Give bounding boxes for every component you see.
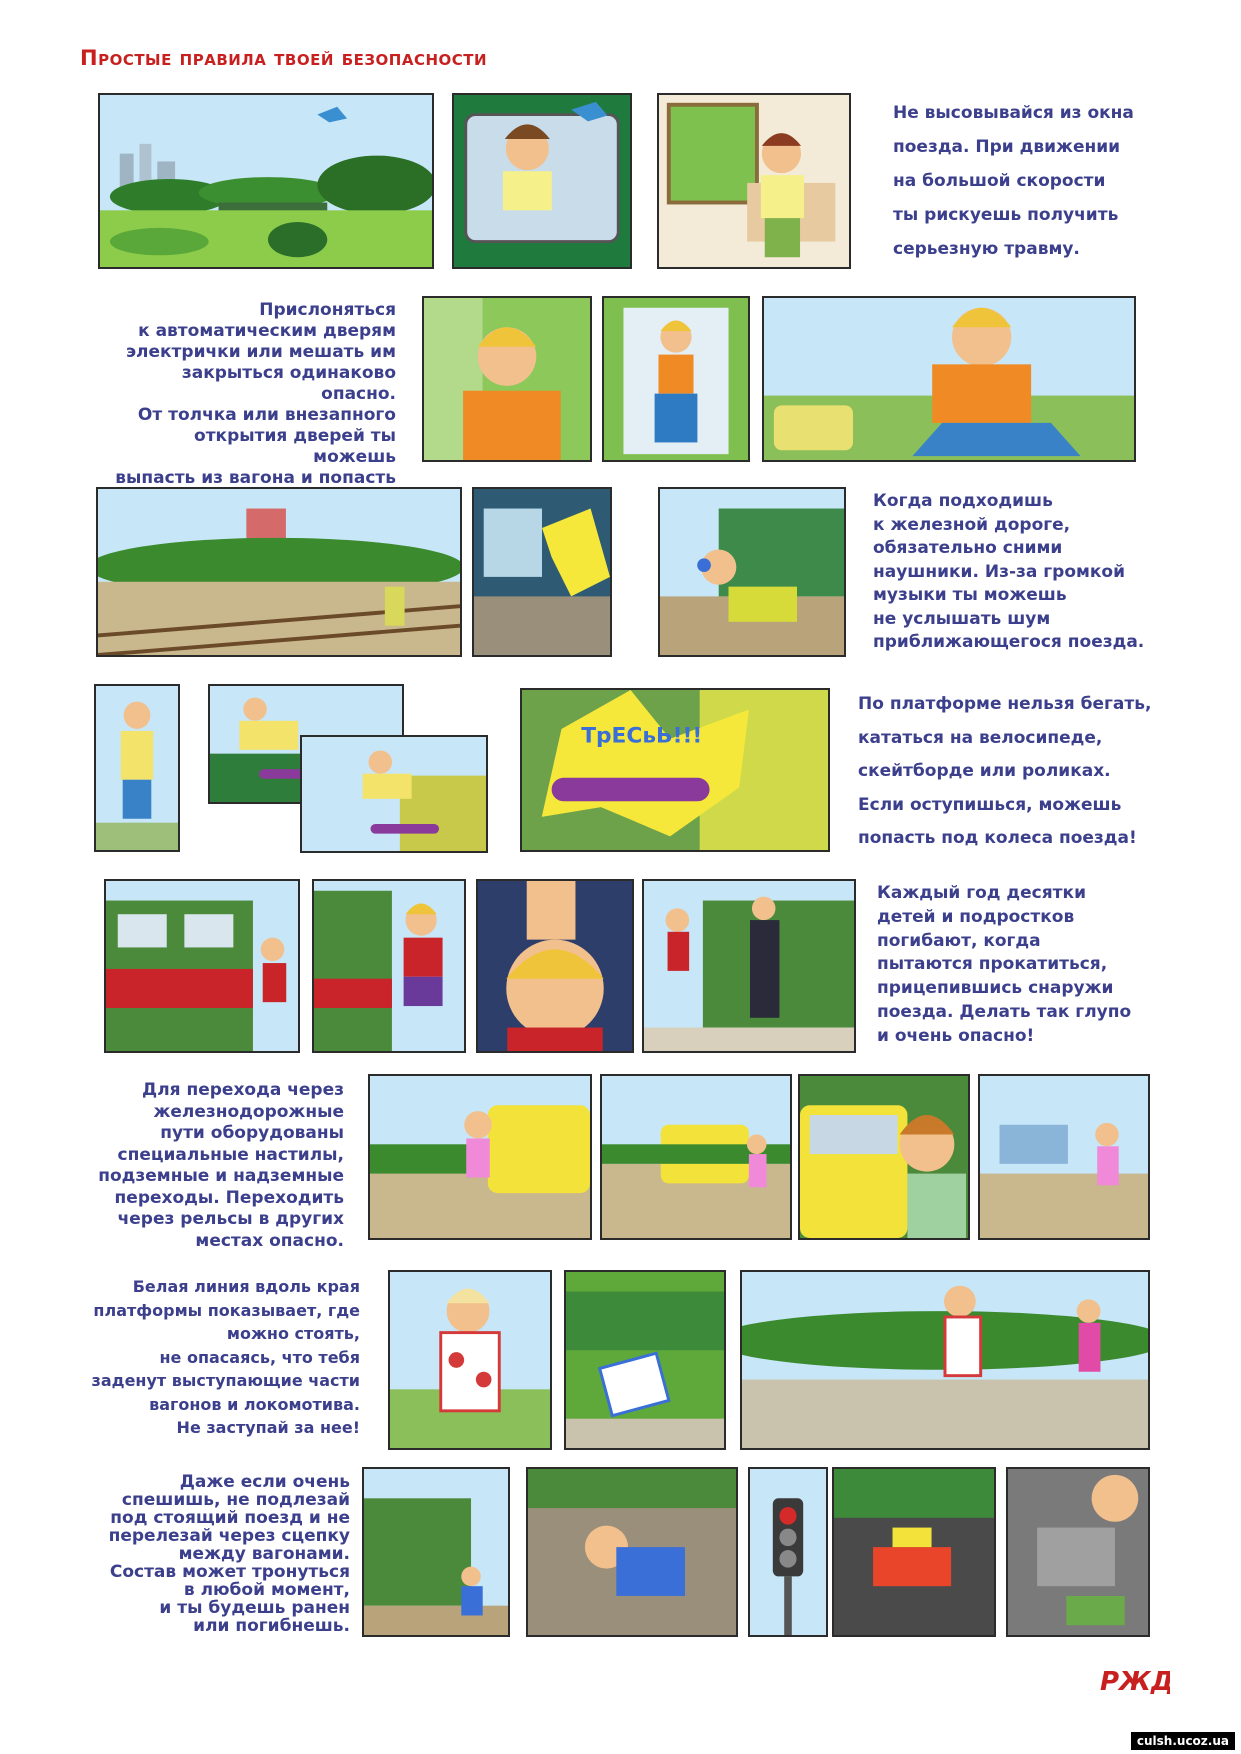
comic-panel-8d <box>832 1467 996 1637</box>
rule-3-text: Когда подходишь к железной дороге, обязательно сними наушники. Из-за громкой музыки ты можешь не услышать шум приближающегося поезда. <box>873 491 1145 652</box>
comic-panel-7b <box>564 1270 726 1450</box>
comic-panel-3b <box>472 487 612 657</box>
comic-panel-5d <box>642 879 856 1053</box>
comic-sound-text: ТрЕСьЬ!!! <box>581 723 703 749</box>
comic-panel-4d <box>520 688 830 852</box>
rule-1-text: Не высовывайся из окна поезда. При движении на большой скорости ты рискуешь получить серьезную травму. <box>893 103 1134 259</box>
comic-panel-8a <box>362 1467 510 1637</box>
train-icon <box>488 1105 590 1193</box>
comic-panel-6d <box>978 1074 1150 1240</box>
comic-panel-1c <box>657 93 851 269</box>
comic-panel-1b <box>452 93 632 269</box>
page-title: Простые правила твоей безопасности <box>80 46 488 70</box>
comic-panel-4c <box>300 735 488 853</box>
comic-panel-6a <box>368 1074 592 1240</box>
rule-8-text: Даже если очень спешишь, не подлезай под стоящий поезд и не перелезай через сцепку между вагонами. Состав может тронуться в любой момент, и ты будешь ранен или погибнешь. <box>108 1472 350 1636</box>
comic-panel-8e <box>1006 1467 1150 1637</box>
rule-7-text: Белая линия вдоль края платформы показывает, где можно стоять, не опасаясь, что тебя заденут выступающие части вагонов и локомотива. Не заступай за нее! <box>91 1277 360 1437</box>
comic-panel-4a <box>94 684 180 852</box>
comic-panel-5a <box>104 879 300 1053</box>
watermark: culsh.ucoz.ua <box>1131 1732 1235 1750</box>
svg-text:РЖД: РЖД <box>1100 1667 1170 1697</box>
comic-panel-2b <box>602 296 750 462</box>
comic-panel-2a <box>422 296 592 462</box>
headphones-icon <box>697 558 711 572</box>
comic-panel-5b <box>312 879 466 1053</box>
comic-panel-1a <box>98 93 434 269</box>
train-icon <box>774 405 853 450</box>
comic-panel-7c <box>740 1270 1150 1450</box>
comic-panel-5c <box>476 879 634 1053</box>
rule-6-text: Для перехода через железнодорожные пути оборудованы специальные настилы, подземные и надземные переходы. Переходить через рельсы в других местах опасно. <box>98 1080 344 1251</box>
rule-5-text: Каждый год десятки детей и подростков погибают, когда пытаются прокатиться, прицепившись снаружи поезда. Делать так глупо и очень опасно! <box>877 883 1132 1046</box>
comic-panel-8b <box>526 1467 738 1637</box>
comic-panel-6c <box>798 1074 970 1240</box>
comic-panel-3c <box>658 487 846 657</box>
comic-panel-8c <box>748 1467 828 1637</box>
comic-panel-7a <box>388 1270 552 1450</box>
rule-4-text: По платформе нельзя бегать, кататься на велосипеде, скейтборде или роликах. Если оступишься, можешь попасть под колеса поезда! <box>858 694 1152 848</box>
rzd-logo <box>1098 1664 1170 1698</box>
comic-panel-3a <box>96 487 462 657</box>
rule-2-text: Прислоняться к автоматическим дверям электрички или мешать им закрыться одинаково опасно. От толчка или внезапного открытия дверей ты можешь выпасть из вагона и попасть <box>115 300 396 488</box>
comic-panel-2c <box>762 296 1136 462</box>
comic-panel-6b <box>600 1074 792 1240</box>
